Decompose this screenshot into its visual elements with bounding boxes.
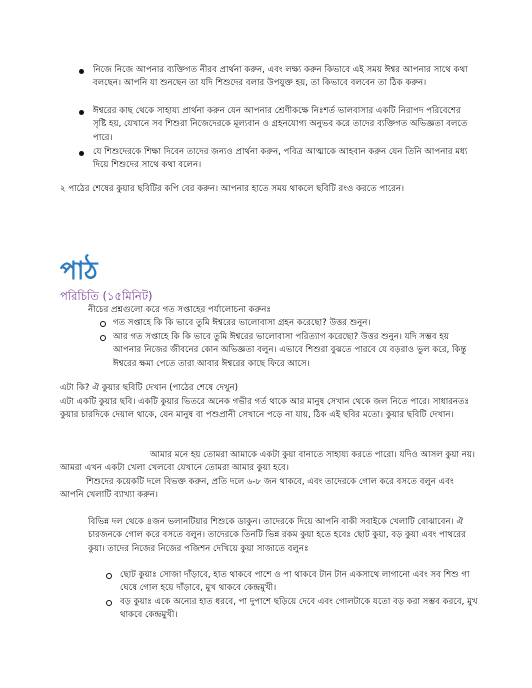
- review-intro: নীচের প্রশ্নগুলো করে গত সপ্তাহের পর্যালোচনা করুনঃ: [88, 305, 271, 315]
- review-item-text: গত সপ্তাহে কি কি ভাবে তুমি ঈশ্বরের ভালোবাসা গ্রহন করেছো? উত্তর শুনুন।: [113, 318, 371, 328]
- review-list: [113, 317, 475, 384]
- bullet-icon: [79, 69, 84, 74]
- bullet-text: যে শিশুদেরকে শিক্ষা দিবেন তাদের জন্যও প্রার্থনা করুন, পবিত্র আত্মাকে আহবান করুন যেন তিনি আপনার মধ্য দিয়ে শিশুদের সাথে কথা বলেন।: [93, 147, 468, 171]
- well-type-text: ছোট কুয়াঃ সোজা দাঁড়াবে, হাত থাকবে পাশে ও পা থাকবে টান টান একসাথে লাগানো এবং সব শিশু গা ঘেষে গোল হয়ে দাঁড়াবে, মুখ থাকবে কেন্দ্রমুখী।: [120, 570, 470, 594]
- well-type-text: বড় কুয়াঃ একে অন্যের হাত ধরবে, পা দুপাশে ছড়িয়ে দেবে এবং গোলটাকে যতো বড় করা সম্ভব করবে, মুখ থাকবে কেন্দ্রমুখী।: [120, 597, 478, 621]
- bullet-icon: [79, 110, 84, 115]
- list-item: [93, 146, 475, 173]
- review-item-text: আর গত সপ্তাহে কি কি ভাবে তুমি ঈশ্বরের ভালোবাসা পরিত্যাগ করেছো? উত্তর শুনুন। যদি সম্ভব হয় আপনার নিজের জীবনের কোন অভিজ্ঞতা বলুন। এভাবে শিশুরা বুঝতে পারবে যে বড়রাও ভুল করে, কিন্তু ঈশ্বরের ক্ষমা পেতে তারা আবার ঈশ্বরের কাছে ফিরে আসে।: [113, 332, 467, 369]
- list-item: [120, 569, 478, 596]
- list-item: [113, 331, 475, 384]
- ring-bullet-icon: [100, 335, 106, 341]
- list-item: [113, 317, 475, 331]
- bullet-text: ঈশ্বরের কাছ থেকে সাহায্য প্রার্থনা করুন যেন আপনার শ্রেণীকক্ষে নিঃশর্ত ভালবাসার একটি নিরাপদ পরিবেশের সৃষ্টি হয়, যেখানে সব শিশুরা নিজেদেরকে মূল্যবান ও গ্রহনযোগ্য অনুভব করে তাদের ব্যক্তিগত অভিজ্ঞতা বলতে পারে।: [93, 106, 468, 143]
- ring-bullet-icon: [106, 573, 112, 579]
- copy-note: ২ পাঠের শেষের কুয়ার ছবিটির কপি বের করুন। আপনার হাতে সময় থাকলে ছবিটি রংও করতে পারেন।: [60, 184, 405, 194]
- ring-bullet-icon: [100, 321, 106, 327]
- section-heading: পাঠ: [60, 256, 98, 285]
- bullet-text: নিজে নিজে আপনার ব্যক্তিগত নীরব প্রার্থনা করুন, এবং লক্ষ্য করুন কিভাবে এই সময় ঈশ্বর আপনার সাথে কথা বলছেন। আপনি যা শুনছেন তা যদি শিশুদের বলার উপযুক্ত হয়, তা কিভাবে বলবেন তা ঠিক করুন।: [93, 65, 468, 89]
- well-types-list: [120, 569, 478, 623]
- top-bullet-list: [93, 64, 475, 173]
- game-intro: আমার মনে হয় তোমরা আমাকে একটা কুয়া বানাতে সাহায্য করতে পারো। যদিও আসল কুয়া নয়। আমরা এখন একটা খেলা খেলবো যেখানে তোমরা আমার কুয়া হবে।: [60, 450, 475, 474]
- bullet-icon: [79, 151, 84, 156]
- ring-bullet-icon: [106, 600, 112, 606]
- groups-description: শিশুদের কয়েকটি দলে বিভক্ত করুন, প্রতি দলে ৬-৮ জন থাকবে, এবং তাদেরকে গোল করে বসতে বলুন এবং আপনি খেলাটি ব্যাখ্যা করুন।: [60, 477, 454, 501]
- list-item: [120, 596, 478, 623]
- list-item: [93, 64, 475, 104]
- list-item: [93, 105, 475, 145]
- volunteers-instructions: বিভিন্ন দল থেকে ৪জন ভলানটিয়ার শিশুকে ডাকুন। তাদেরকে দিয়ে আপনি বাকী সবাইকে খেলাটি বোঝাবেন। ঐ চারজনকে গোল করে বসতে বলুন। তাদেরকে তিনটি ভিন্ন রকম কুয়া হতে হবেঃ ছোট কুয়া, বড় কুয়া এবং পাথরের কুয়া। তাদের নিজের নিজের পজিশন দেখিয়ে কুয়া সাজাতে বলুনঃ: [88, 517, 466, 554]
- section-subheading: পরিচিতি (১৫মিনিট): [60, 289, 153, 303]
- what-is-it: এটা কি? ঐ কুয়ার ছবিটি দেখান (পাঠের শেষে দেখুন): [60, 383, 238, 393]
- well-description: এটা একটি কুয়ার ছবি। একটি কুয়ার ভিতরে অনেক গভীর গর্ত থাকে আর মানুষ সেখান থেকে জল নিতে পারে। সাধারনতঃ কুয়ার চারদিকে দেয়াল থাকে, যেন মানুষ বা পশুপ্রানী সেখানে পড়ে না যায়, ঠিক এই ছবির মতো। কুয়ার ছবিটি দেখান।: [60, 397, 470, 421]
